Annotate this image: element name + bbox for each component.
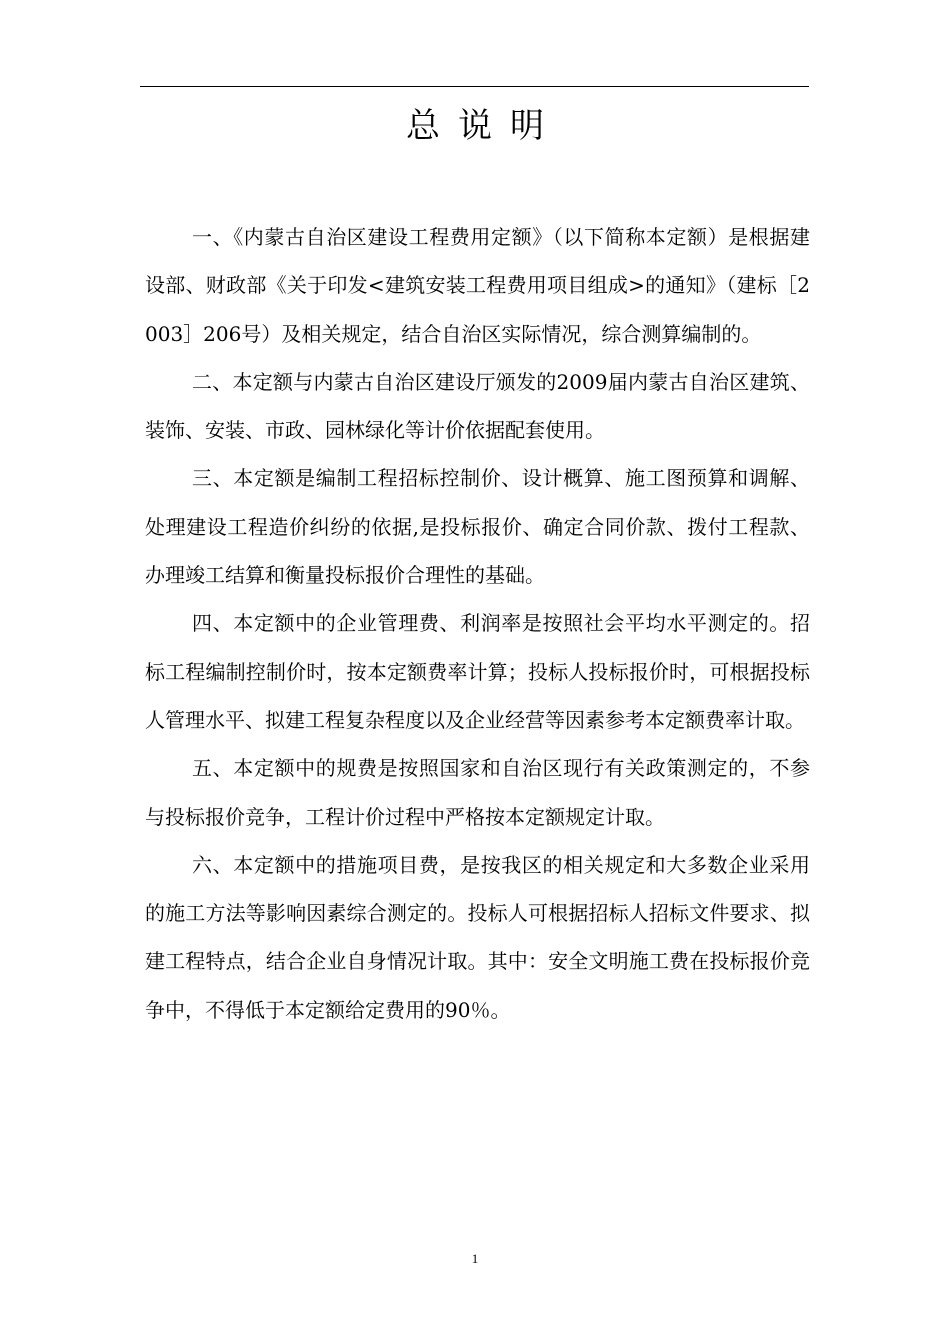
page-title: 总说明 — [406, 106, 562, 146]
paragraph-2: 二、本定额与内蒙古自治区建设厅颁发的2009届内蒙古自治区建筑、装饰、安装、市政、园林绿化等计价依据配套使用。 — [145, 369, 810, 443]
paragraph-4: 四、本定额中的企业管理费、利润率是按照社会平均水平测定的。招标工程编制控制价时，按本定额费率计算；投标人投标报价时，可根据投标人管理水平、拟建工程复杂程度以及企业经营等因素参考本定额费率计取。 — [145, 611, 810, 732]
document-body — [145, 213, 810, 1034]
page-number: 1 — [471, 1251, 479, 1266]
paragraph-3: 三、本定额是编制工程招标控制价、设计概算、施工图预算和调解、处理建设工程造价纠纷的依据,是投标报价、确定合同价款、拨付工程款、办理竣工结算和衡量投标报价合理性的基础。 — [145, 466, 810, 588]
header-rule — [140, 86, 809, 87]
paragraph-6: 六、本定额中的措施项目费，是按我区的相关规定和大多数企业采用的施工方法等影响因素综合测定的。投标人可根据招标人招标文件要求、拟建工程特点，结合企业自身情况计取。其中：安全文明施工费在投标报价竞争中，不得低于本定额给定费用的90％。 — [145, 852, 810, 1022]
paragraph-1: 一、《内蒙古自治区建设工程费用定额》（以下简称本定额）是根据建设部、财政部《关于印发<建筑安装工程费用项目组成>的通知》（建标［2003］206号）及相关规定，结合自治区实际情况，综合测算编制的。 — [145, 225, 810, 346]
paragraph-5: 五、本定额中的规费是按照国家和自治区现行有关政策测定的，不参与投标报价竞争，工程计价过程中严格按本定额规定计取。 — [145, 756, 810, 829]
